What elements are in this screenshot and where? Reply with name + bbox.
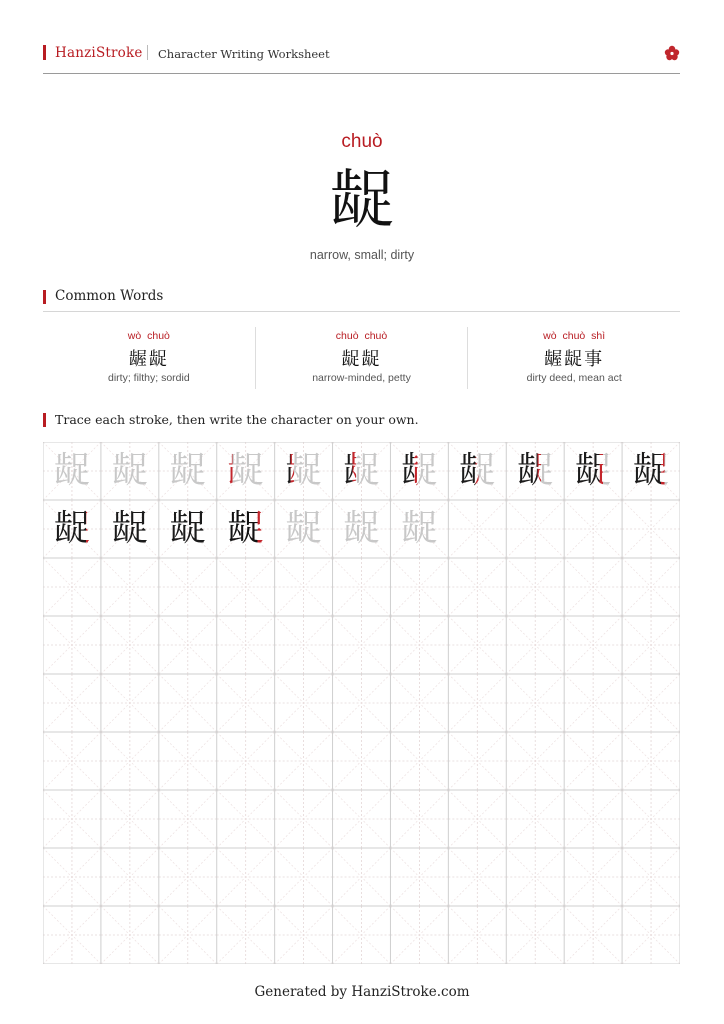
trace-cell: 龊 <box>343 508 380 549</box>
footer-credit: Generated by HanziStroke.com <box>254 984 470 1000</box>
word-pinyin: chuò chuò <box>335 330 388 342</box>
word-pinyin: wò chuò <box>127 330 170 342</box>
worksheet-subtitle: Character Writing Worksheet <box>158 47 330 61</box>
brand-accent-bar <box>43 45 46 60</box>
brand-name: HanziStroke <box>55 45 143 61</box>
practice-instruction: Trace each stroke, then write the character on your own. <box>55 412 419 427</box>
word-hanzi: 龌龊 <box>128 349 169 370</box>
plum-blossom-icon <box>664 45 680 61</box>
word-item <box>43 327 255 389</box>
instruction-accent-bar <box>43 413 46 427</box>
character-pinyin: chuò <box>341 131 383 152</box>
worksheet-header <box>43 40 680 74</box>
stroke-step-cell: 龊 <box>43 442 101 500</box>
section-divider <box>43 311 680 312</box>
trace-cell: 龊 <box>401 508 438 549</box>
word-item <box>467 327 680 389</box>
word-item <box>255 327 468 389</box>
word-hanzi: 龊龊 <box>341 349 382 370</box>
practice-grid <box>43 442 680 964</box>
word-pinyin: wò chuò shì <box>543 330 606 342</box>
stroke-step-cell: 龊 <box>159 500 217 558</box>
word-meaning: narrow-minded, petty <box>312 372 411 384</box>
trace-cell: 龊 <box>285 508 322 549</box>
stroke-step-cell: 龊 <box>101 442 159 500</box>
word-meaning: dirty; filthy; sordid <box>107 372 190 384</box>
stroke-step-cell: 龊 <box>390 442 448 500</box>
stroke-step-cell: 龊 <box>622 442 680 500</box>
stroke-step-cell: 龊 <box>275 442 333 500</box>
header-divider <box>147 45 148 60</box>
stroke-step-cell: 龊 <box>43 500 101 558</box>
character-meaning: narrow, small; dirty <box>309 248 415 262</box>
stroke-step-cell: 龊 <box>217 500 275 558</box>
word-hanzi: 龌龊事 <box>544 349 605 370</box>
stroke-step-cell: 龊 <box>564 442 622 500</box>
stroke-step-cell: 龊 <box>101 500 159 558</box>
common-words-list <box>43 327 680 389</box>
stroke-step-cell: 龊 <box>217 442 275 500</box>
stroke-step-cell: 龊 <box>448 442 506 500</box>
stroke-step-cell: 龊 <box>159 442 217 500</box>
stroke-step-cell: 龊 <box>506 442 564 500</box>
section-accent-bar <box>43 290 46 304</box>
character-hanzi: 龊 <box>330 164 394 238</box>
section-title: Common Words <box>55 288 164 304</box>
word-meaning: dirty deed, mean act <box>526 372 622 384</box>
stroke-step-cell: 龊 <box>333 442 391 500</box>
